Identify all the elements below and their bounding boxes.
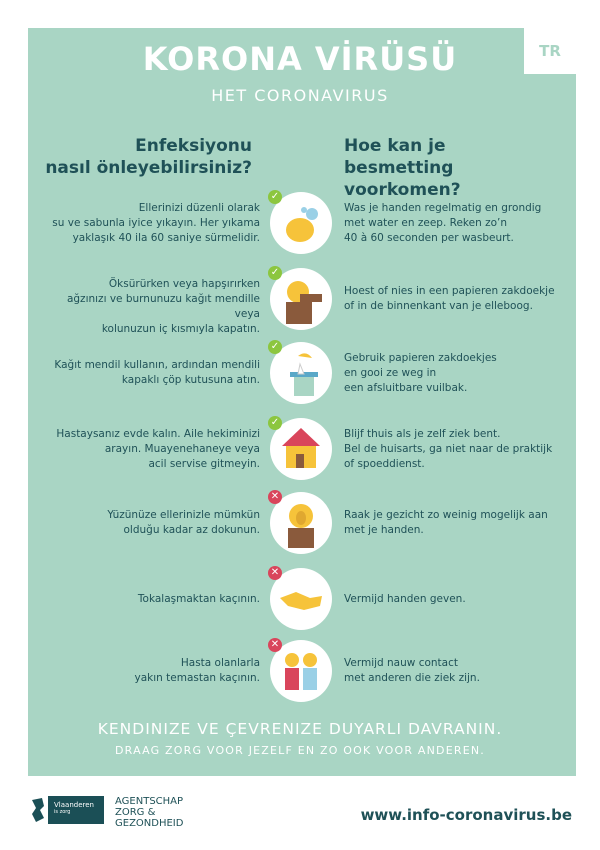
advice-line: yakın temastan kaçının.	[134, 672, 260, 684]
advice-line: met anderen die ziek zijn.	[344, 672, 480, 684]
advice-row	[28, 268, 576, 338]
advice-line: en gooi ze weg in	[344, 366, 437, 379]
advice-line: Hasta olanlarla	[180, 657, 260, 669]
advice-line: acil servise gitmeyin.	[148, 457, 260, 470]
advice-text-tr	[40, 592, 260, 607]
advice-line: Gebruik papieren zakdoekjes	[344, 351, 497, 364]
advice-line: Raak je gezicht zo weinig mogelijk aan	[344, 509, 548, 521]
advice-row	[28, 192, 576, 262]
advice-line: Vermijd handen geven.	[344, 592, 466, 605]
vlaanderen-sub-label: is zorg	[54, 809, 71, 815]
advice-row	[28, 640, 576, 710]
advice-text-nl	[344, 427, 574, 472]
advice-text-tr	[40, 277, 260, 337]
check-icon: ✓	[268, 416, 282, 430]
advice-text-nl	[344, 351, 574, 396]
advice-line: Kağıt mendil kullanın, ardından mendili	[54, 359, 260, 371]
advice-line: su ve sabunla iyice yıkayın. Her yıkama	[52, 216, 260, 229]
check-icon: ✓	[268, 340, 282, 354]
advice-line: met je handen.	[344, 524, 424, 536]
heading-left	[32, 135, 252, 179]
cross-icon: ✕	[268, 490, 282, 504]
advice-line: Vermijd nauw contact	[344, 657, 458, 669]
heading-right-line: besmetting voorkomen?	[344, 158, 461, 200]
advice-line: arayın. Muayenehaneye veya	[104, 442, 260, 455]
advice-text-nl	[344, 201, 574, 246]
motto-tr: KENDINIZE VE ÇEVRENIZE DUYARLI DAVRANIN.	[97, 720, 503, 738]
advice-line: Öksürürken veya hapşırırken	[108, 277, 260, 290]
advice-line: Blijf thuis als je zelf ziek bent.	[344, 427, 501, 440]
advice-row	[28, 568, 576, 638]
advice-line: met water en zeep. Reken zo’n	[344, 216, 507, 229]
check-icon: ✓	[268, 190, 282, 204]
agency-line: GEZONDHEID	[115, 818, 184, 829]
advice-line: kapaklı çöp kutusuna atın.	[121, 374, 260, 386]
advice-text-nl	[344, 656, 574, 686]
advice-text-nl	[344, 284, 574, 314]
side-note	[555, 500, 563, 730]
heading-right-line: Hoe kan je	[344, 136, 446, 156]
vlaanderen-logo	[48, 796, 104, 824]
cross-icon: ✕	[268, 638, 282, 652]
website-link[interactable]: www.info-coronavirus.be	[360, 806, 572, 824]
language-badge: TR	[524, 28, 576, 74]
advice-line: Yüzünüze ellerinizle mümkün	[107, 509, 260, 521]
advice-line: Hastaysanız evde kalın. Aile hekiminizi	[56, 427, 260, 440]
advice-text-nl	[344, 592, 574, 607]
advice-text-tr	[40, 508, 260, 538]
advice-row	[28, 342, 576, 412]
advice-line: 40 à 60 seconden per wasbeurt.	[344, 231, 514, 244]
advice-line: Tokalaşmaktan kaçının.	[137, 592, 260, 605]
advice-text-tr	[40, 201, 260, 246]
advice-text-tr	[40, 358, 260, 388]
heading-left-line: Enfeksiyonu	[135, 136, 252, 156]
advice-line: ağzınızı ve burnunuzu kağıt mendille veya	[66, 292, 260, 320]
heading-left-line: nasıl önleyebilirsiniz?	[45, 158, 252, 178]
advice-line: yaklaşık 40 ila 60 saniye sürmelidir.	[72, 231, 260, 244]
advice-line: Hoest of nies in een papieren zakdoekje	[344, 285, 555, 297]
agency-name	[115, 796, 183, 829]
vlaanderen-label: Vlaanderen	[54, 801, 94, 809]
agency-line: AGENTSCHAP	[115, 796, 184, 807]
advice-text-tr	[40, 656, 260, 686]
advice-line: kolunuzun iç kısmıyla kapatın.	[101, 322, 260, 335]
advice-line: of spoeddienst.	[344, 457, 425, 470]
advice-line: Ellerinizi düzenli olarak	[138, 201, 260, 214]
motto-nl: DRAAG ZORG VOOR JEZELF EN ZO OOK VOOR ANDEREN.	[115, 744, 485, 757]
agency-line: ZORG &	[115, 807, 156, 818]
check-icon: ✓	[268, 266, 282, 280]
advice-line: olduğu kadar az dokunun.	[123, 524, 260, 536]
poster-title: KORONA VİRÜSÜ	[142, 40, 458, 78]
advice-line: Was je handen regelmatig en grondig	[344, 201, 542, 214]
advice-text-tr	[40, 427, 260, 472]
advice-line: een afsluitbare vuilbak.	[344, 381, 468, 394]
advice-row	[28, 492, 576, 562]
advice-row	[28, 418, 576, 488]
advice-line: of in de binnenkant van je elleboog.	[344, 300, 533, 312]
advice-text-nl	[344, 508, 574, 538]
advice-line: Bel de huisarts, ga niet naar de praktijk	[344, 442, 553, 455]
poster-subtitle: HET CORONAVIRUS	[211, 86, 389, 105]
cross-icon: ✕	[268, 566, 282, 580]
